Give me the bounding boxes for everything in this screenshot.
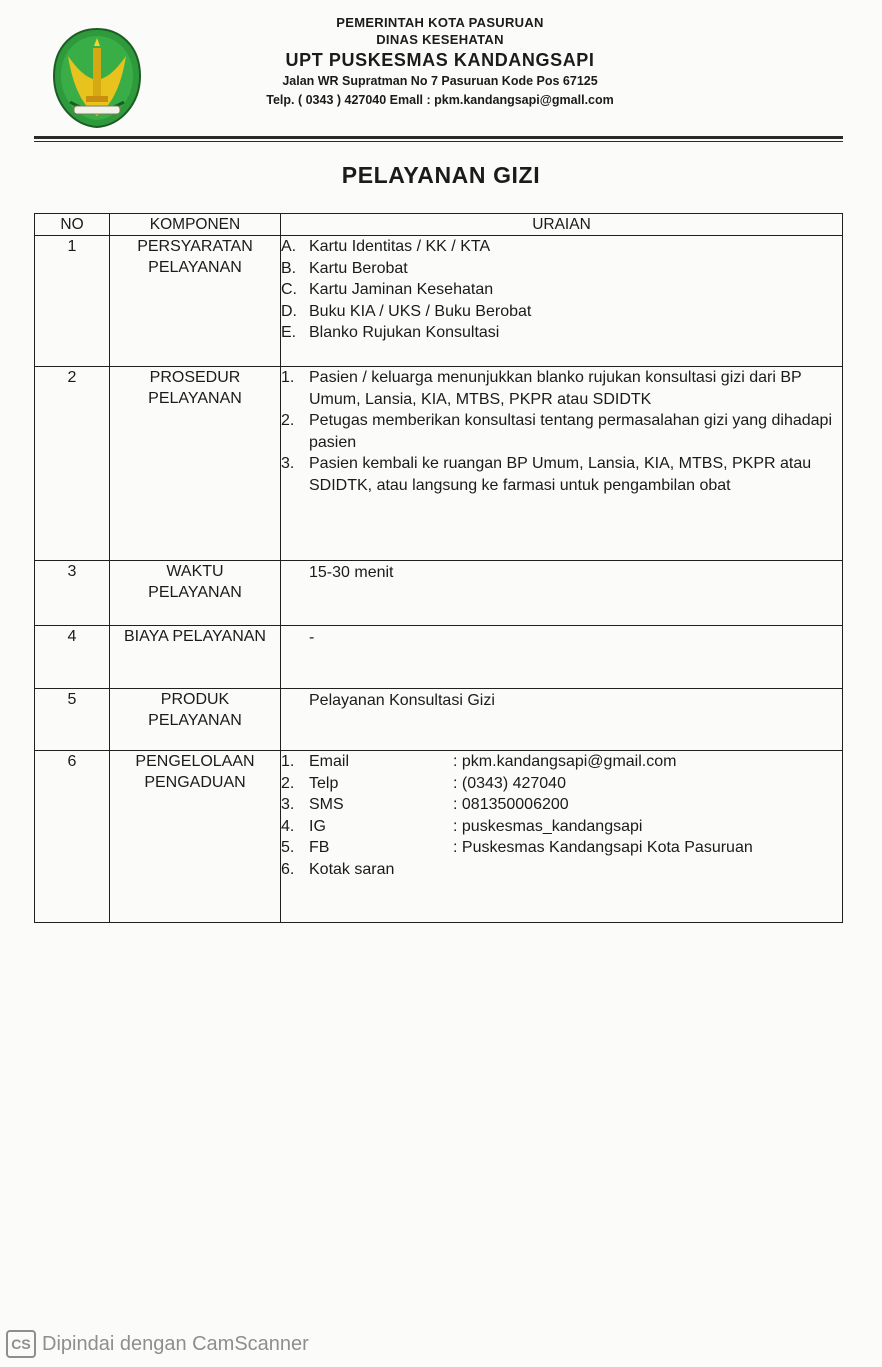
list-marker: 1. — [281, 369, 295, 386]
city-emblem-icon — [50, 26, 144, 130]
contact-label: Email — [309, 753, 350, 770]
list-item — [281, 279, 842, 301]
contact-label: Telp — [309, 774, 339, 792]
component-line: PENGADUAN — [144, 774, 246, 791]
row-description — [281, 561, 843, 626]
contact-number: 6. — [281, 860, 295, 878]
component-line: PENGELOLAAN — [135, 753, 255, 770]
list-text: Pasien / keluarga menunjukkan blanko rujukan konsultasi gizi dari BP Umum, Lansia, KIA, MTBS, PKPR atau SDIDTK — [309, 369, 802, 408]
table-row-persyaratan — [35, 236, 843, 367]
list-text: Kartu Identitas / KK / KTA — [309, 238, 491, 255]
contact-value: : pkm.kandangsapi@gmail.com — [453, 753, 677, 770]
list-marker: B. — [281, 259, 297, 277]
list-marker: 2. — [281, 412, 295, 429]
list-text: Pasien kembali ke ruangan BP Umum, Lansia, KIA, MTBS, PKPR atau SDIDTK, atau langsung ke farmasi untuk pengambilan obat — [309, 455, 812, 494]
contact-value: : Puskesmas Kandangsapi Kota Pasuruan — [453, 839, 753, 856]
component-line: PELAYANAN — [148, 259, 242, 276]
service-table — [34, 213, 843, 923]
table-row-prosedur — [35, 367, 843, 561]
document-title: PELAYANAN GIZI — [341, 162, 541, 188]
contact-row — [281, 816, 842, 838]
contact-number: 4. — [281, 817, 295, 835]
list-item — [281, 236, 842, 258]
row-description — [281, 689, 843, 751]
row-description — [281, 626, 843, 689]
list-text: Petugas memberikan konsultasi tentang permasalahan gizi yang dihadapi pasien — [309, 412, 832, 451]
header-no: NO — [35, 214, 110, 236]
contact-row — [281, 794, 842, 816]
contact-row — [281, 837, 842, 859]
contact-number: 1. — [281, 753, 295, 770]
list-marker: 3. — [281, 455, 295, 472]
row-number: 1 — [35, 236, 110, 367]
list-marker: E. — [281, 324, 297, 341]
contact-label: IG — [309, 817, 326, 835]
contact-number: 2. — [281, 774, 295, 792]
list-marker: C. — [281, 281, 297, 298]
watermark-text: Dipindai dengan CamScanner — [42, 1332, 309, 1355]
row-component — [110, 561, 281, 626]
contact-number: 5. — [281, 839, 295, 856]
row-number: 2 — [35, 367, 110, 561]
row-description — [281, 236, 843, 367]
letterhead-contact: Telp. ( 0343 ) 427040 Emall : pkm.kandangsapi@gmall.com — [266, 93, 614, 107]
header-uraian: URAIAN — [281, 214, 843, 236]
row-number: 4 — [35, 626, 110, 689]
list-text: Kartu Berobat — [309, 259, 408, 277]
description-text: - — [309, 629, 315, 646]
component-line: PELAYANAN — [148, 712, 242, 729]
list-text: Buku KIA / UKS / Buku Berobat — [309, 302, 532, 320]
list-text: Kartu Jaminan Kesehatan — [309, 281, 494, 298]
list-text: Blanko Rujukan Konsultasi — [309, 324, 500, 341]
row-description — [281, 751, 843, 923]
list-item — [281, 322, 842, 344]
list-item — [281, 367, 842, 410]
component-line: PELAYANAN — [148, 390, 242, 407]
table-row-pengaduan — [35, 751, 843, 923]
list-item — [281, 301, 842, 323]
table-row-biaya — [35, 626, 843, 689]
scanner-watermark — [6, 1330, 309, 1358]
letterhead-rule-thin — [34, 141, 843, 142]
contact-value: : 081350006200 — [453, 796, 569, 813]
header-komponen: KOMPONEN — [110, 214, 281, 236]
row-component — [110, 626, 281, 689]
camscanner-icon: CS — [6, 1330, 36, 1358]
list-marker: A. — [281, 238, 297, 255]
letterhead — [0, 0, 882, 150]
letterhead-address: Jalan WR Supratman No 7 Pasuruan Kode Pos 67125 — [282, 74, 598, 88]
component-line: WAKTU — [166, 563, 224, 580]
contact-value: : (0343) 427040 — [453, 774, 566, 792]
contact-value: : puskesmas_kandangsapi — [453, 817, 643, 835]
list-item — [281, 258, 842, 280]
contact-row — [281, 773, 842, 795]
row-number: 5 — [35, 689, 110, 751]
component-line: BIAYA PELAYANAN — [124, 628, 266, 645]
row-number: 3 — [35, 561, 110, 626]
letterhead-department: DINAS KESEHATAN — [376, 32, 504, 47]
row-component — [110, 236, 281, 367]
letterhead-institution: UPT PUSKESMAS KANDANGSAPI — [285, 50, 595, 70]
contact-row — [281, 751, 842, 773]
contact-number: 3. — [281, 796, 295, 813]
contact-label: FB — [309, 839, 330, 856]
component-line: PELAYANAN — [148, 584, 242, 601]
row-description — [281, 367, 843, 561]
component-line: PERSYARATAN — [137, 238, 253, 255]
contact-row — [281, 859, 842, 881]
component-line: PROSEDUR — [149, 369, 241, 386]
list-marker: D. — [281, 302, 297, 320]
table-header-row — [35, 214, 843, 236]
component-line: PRODUK — [160, 691, 230, 708]
description-text: 15-30 menit — [309, 564, 394, 581]
row-component — [110, 367, 281, 561]
list-item — [281, 453, 842, 496]
row-component — [110, 689, 281, 751]
list-item — [281, 410, 842, 453]
row-component — [110, 751, 281, 923]
contact-label: Kotak saran — [309, 860, 395, 878]
table-row-waktu — [35, 561, 843, 626]
contact-label: SMS — [309, 796, 344, 813]
contact-value — [453, 859, 842, 881]
row-number: 6 — [35, 751, 110, 923]
letterhead-government: PEMERINTAH KOTA PASURUAN — [336, 15, 544, 30]
table-row-produk — [35, 689, 843, 751]
letterhead-rule — [34, 136, 843, 139]
description-text: Pelayanan Konsultasi Gizi — [309, 692, 495, 709]
